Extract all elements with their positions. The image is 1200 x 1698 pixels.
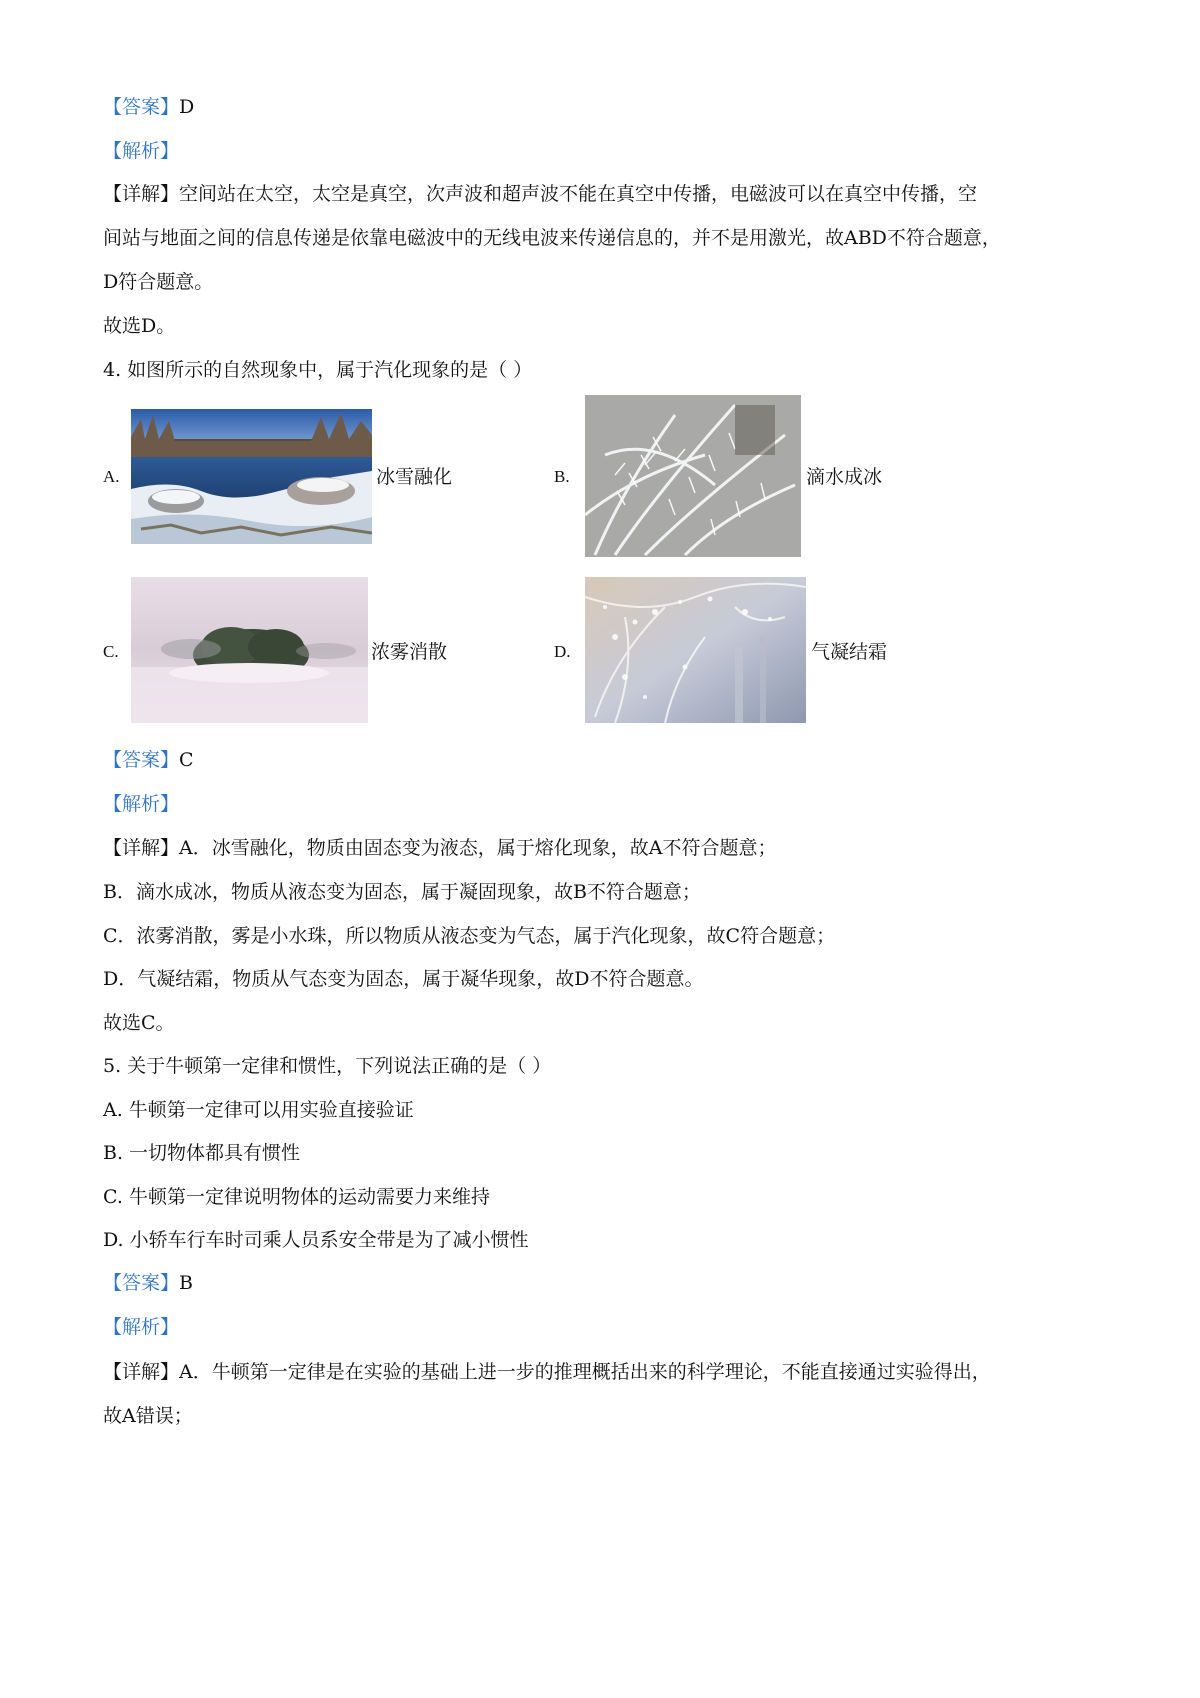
icicle-plants-image [585, 395, 801, 557]
q3-conclusion: 故选D。 [103, 315, 176, 337]
q5-option: B. 一切物体都具有惯性 [103, 1142, 301, 1164]
q4-detail-line: D．气凝结霜，物质从气态变为固态，属于凝华现象，故D不符合题意。 [103, 968, 704, 990]
answer-value: B [179, 1272, 193, 1294]
q4-detail-line: C．浓雾消散，雾是小水珠，所以物质从液态变为气态，属于汽化现象，故C符合题意； [103, 925, 836, 947]
answer-tag: 【答案】 [103, 96, 180, 118]
q4-option-caption: 冰雪融化 [376, 466, 453, 488]
q4-answer [103, 747, 194, 773]
q3-answer [103, 94, 194, 120]
q3-detail-line: D符合题意。 [103, 271, 214, 293]
q4-option-caption: 气凝结霜 [811, 641, 888, 663]
q5-answer [103, 1270, 193, 1296]
q4-option-letter: B. [554, 467, 570, 486]
q4-option-caption: 浓雾消散 [371, 641, 448, 663]
q4-option-letter: D. [554, 642, 571, 661]
q5-detail-line: 【详解】A．牛顿第一定律是在实验的基础上进一步的推理概括出来的科学理论，不能直接通过实验得出， [103, 1361, 991, 1383]
q4-conclusion: 故选C。 [103, 1012, 175, 1034]
q5-option: C. 牛顿第一定律说明物体的运动需要力来维持 [103, 1186, 490, 1208]
answer-tag: 【答案】 [103, 1272, 180, 1294]
q5-analysis-tag: 【解析】 [103, 1316, 180, 1338]
q4-question: 4. 如图所示的自然现象中，属于汽化现象的是（ ） [103, 359, 533, 381]
q4-detail-line: 【详解】A．冰雪融化，物质由固态变为液态，属于熔化现象，故A不符合题意； [103, 837, 777, 859]
q5-option: A. 牛顿第一定律可以用实验直接验证 [103, 1099, 414, 1121]
q3-detail-line: 【详解】空间站在太空，太空是真空，次声波和超声波不能在真空中传播，电磁波可以在真空中传播，空 [103, 183, 978, 205]
answer-value: D [179, 96, 195, 118]
q4-detail-line: B．滴水成冰，物质从液态变为固态，属于凝固现象，故B不符合题意； [103, 881, 701, 903]
answer-tag: 【答案】 [103, 749, 180, 771]
melting-snow-image [131, 409, 372, 544]
q5-detail-line: 故A错误； [103, 1405, 193, 1427]
fog-tree-image [131, 577, 368, 723]
q3-detail-line: 间站与地面之间的信息传递是依靠电磁波中的无线电波来传递信息的，并不是用激光，故ABD不符合题意， [103, 227, 1001, 249]
q4-option-letter: C. [103, 642, 119, 661]
q5-option: D. 小轿车行车时司乘人员系安全带是为了减小惯性 [103, 1229, 529, 1251]
q4-analysis-tag: 【解析】 [103, 793, 180, 815]
answer-value: C [179, 749, 194, 771]
q4-option-letter: A. [103, 467, 120, 486]
q4-option-caption: 滴水成冰 [806, 466, 883, 488]
frost-branches-image [585, 577, 806, 723]
q5-question: 5. 关于牛顿第一定律和惯性，下列说法正确的是（ ） [103, 1055, 552, 1077]
q3-analysis-tag: 【解析】 [103, 140, 180, 162]
